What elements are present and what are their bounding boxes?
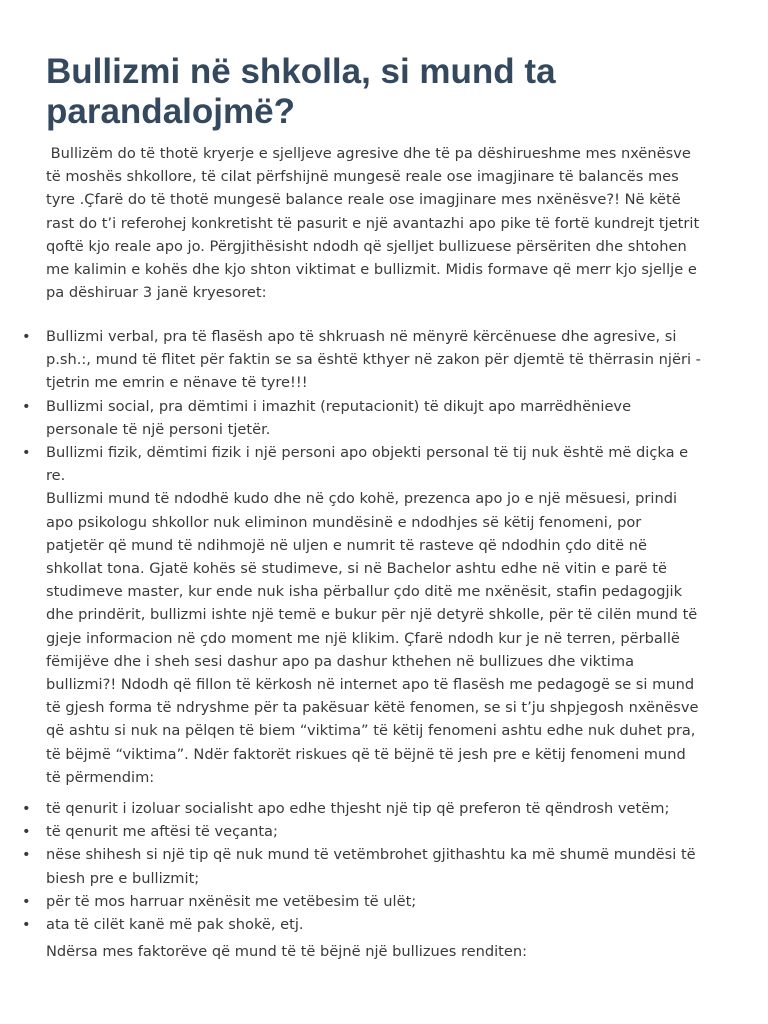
list-item-social	[0, 395, 736, 441]
list-item-text: ata të cilët kanë më pak shokë, etj.	[46, 916, 304, 934]
list-item-text: Bullizmi verbal, pra të flasësh apo të shkruash në mënyrë kërcënuese dhe agresive, si p.sh.:, mund të flitet për faktin se sa është kthyer në zakon për djemtë të thërrasin njëri - tjetrin me emrin e nënave të tyre!!!	[46, 328, 701, 392]
bullet-icon: •	[22, 846, 31, 864]
bullet-icon: •	[22, 916, 31, 934]
list-item-verbal	[0, 325, 736, 395]
bullying-forms-block	[0, 325, 768, 789]
article-title: Bullizmi në shkolla, si mund ta parandalojmë?	[46, 52, 556, 131]
risk-factors-list	[0, 797, 768, 936]
list-item-physical	[0, 441, 736, 789]
bullet-icon: •	[22, 397, 31, 415]
bullet-icon: •	[22, 892, 31, 910]
list-item-text: të qenurit i izoluar socialisht apo edhe thjesht një tip që preferon të qëndrosh vetëm;	[46, 800, 670, 817]
bullet-icon: •	[22, 823, 31, 841]
body-paragraph: Bullizmi mund të ndodhë kudo dhe në çdo kohë, prezenca apo jo e një mësuesi, prindi apo psikologu shkollor nuk eliminon mundësinë e ndodhjes së këtij fenomeni, por patjetër që mund të ndihmojë në uljen e numrit të rasteve që ndodhin çdo ditë në shkollat tona. Gjatë kohës së studimeve, si në Bachelor ashtu edhe në vitin e parë të studimeve master, kur ende nuk isha përballur çdo ditë me nxënësit, stafin pedagogjik dhe prindërit, bullizmi ishte një temë e bukur për një detyrë shkolle, për të cilën mund të gjeje informacion në çdo moment me një klikim. Çfarë ndodh kur je në terren, përballë fëmijëve dhe i sheh sesi dashur apo pa dashur kthehen në bullizues dhe viktima bullizmi?! Ndodh që fillon të kërkosh në internet apo të flasësh me pedagogë se si mund të gjesh forma të ndryshme për ta pakësuar këtë fenomen, se si t’ju shpjegosh nxënësve që ashtu si nuk na pëlqen të biem “viktima” të këtij fenomeni ashtu edhe nuk duhet pra, të bëjmë “viktima”. Ndër faktorët riskues që të bëjnë të jesh pre e këtij fenomeni mund të përmendim:	[46, 490, 699, 786]
closing-paragraph: Ndërsa mes faktorëve që mund të të bëjnë një bullizues renditen:	[46, 943, 528, 960]
list-item	[0, 820, 736, 843]
list-item	[0, 843, 736, 889]
list-item-text: nëse shihesh si një tip që nuk mund të vetëmbrohet gjithashtu ka më shumë mundësi të biesh pre e bullizmit;	[46, 846, 696, 887]
intro-paragraph: Bullizëm do të thotë kryerje e sjelljeve agresive dhe të pa dëshirueshme mes nxënësve të moshës shkollore, të cilat përfshijnë mungesë reale ose imagjinare të balancës mes tyre .Çfarë do të thotë mungesë balance reale ose imagjinare mes nxënësve?! Në këtë rast do t’i referohej konkretisht të pasurit e një avantazhi apo pike të fortë kundrejt tjetrit qoftë kjo reale apo jo. Përgjithësisht ndodh që sjelljet bullizuese përsëriten dhe shtohen me kalimin e kohës dhe kjo shton viktimat e bullizmit. Midis formave që merr kjo sjellje e pa dëshiruar 3 janë kryesoret:	[46, 145, 700, 302]
bullet-icon: •	[22, 328, 31, 345]
risk-factors-block	[0, 797, 768, 936]
list-item-text: për të mos harruar nxënësit me vetëbesim të ulët;	[46, 892, 417, 910]
list-item	[0, 913, 736, 936]
bullet-icon: •	[22, 800, 31, 817]
bullet-icon: •	[22, 444, 31, 462]
list-item-text: Bullizmi social, pra dëmtimi i imazhit (reputacionit) të dikujt apo marrëdhënieve personale të një personi tjetër.	[46, 397, 632, 438]
bullying-forms-list	[0, 325, 768, 789]
list-item	[0, 797, 736, 820]
list-item-text: të qenurit me aftësi të veçanta;	[46, 823, 278, 841]
list-item-text: Bullizmi fizik, dëmtimi fizik i një personi apo objekti personal të tij nuk është më diçka e re.	[46, 444, 689, 485]
list-item	[0, 890, 736, 913]
